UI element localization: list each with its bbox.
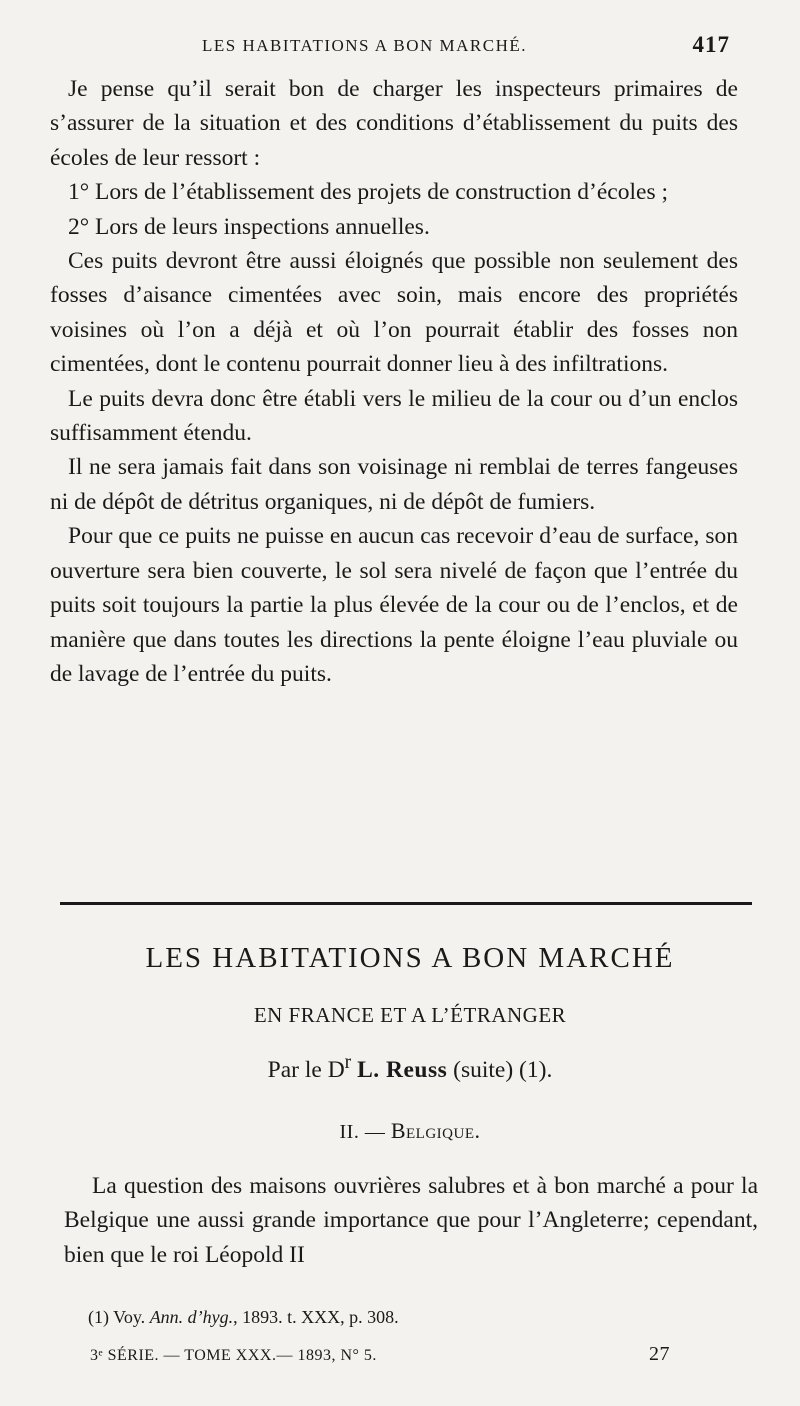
- byline-sup: r: [344, 1052, 352, 1073]
- paragraph: Il ne sera jamais fait dans son voisinage ni remblai de terres fangeuses ni de dépôt de détritus organiques, ni de dépôt de fumiers.: [50, 454, 738, 515]
- paragraph: 2° Lors de leurs inspections annuelles.: [68, 213, 430, 240]
- author-name: L. Reuss: [357, 1056, 448, 1083]
- footnote-rest: , 1893. t. XXX, p. 308.: [233, 1307, 399, 1327]
- footnote-journal: Ann. d’hyg.: [149, 1307, 234, 1327]
- article-title: LES HABITATIONS A BON MARCHÉ: [145, 942, 675, 974]
- section-number: II. —: [339, 1121, 391, 1143]
- paragraph: La question des maisons ouvrières salubres et à bon marché a pour la Belgique une aussi grande importance que pour l’Angleterre; cependant, bien que le roi Léopold II: [64, 1173, 758, 1268]
- running-head-title: LES HABITATIONS A BON MARCHÉ.: [202, 36, 528, 55]
- body-text: [50, 72, 738, 691]
- paragraph: Ces puits devront être aussi éloignés que possible non seulement des fosses d’aisance cimentées avec soin, mais encore des propriétés voisines où l’on a déjà et où l’on pourrait établir des fosses non cimentées, dont le contenu pourrait donner lieu à des infiltrations.: [50, 248, 738, 378]
- section-heading: [60, 1118, 760, 1144]
- article-subtitle: EN FRANCE ET A L’ÉTRANGER: [253, 1003, 567, 1027]
- paragraph: Je pense qu’il serait bon de charger les inspecteurs primaires de s’assurer de la situation et des conditions d’établissement du puits des écoles de leur ressort :: [50, 76, 738, 171]
- article-body: [64, 1169, 758, 1272]
- signature-number: 27: [649, 1343, 670, 1365]
- signature-line: [90, 1343, 670, 1365]
- paragraph: 1° Lors de l’établissement des projets de construction d’écoles ;: [68, 179, 668, 206]
- paragraph: Le puits devra donc être établi vers le milieu de la cour ou d’un enclos suffisamment étendu.: [50, 385, 738, 447]
- section-name: Belgique.: [390, 1118, 481, 1143]
- page-number: 417: [692, 32, 730, 57]
- byline: [60, 1052, 760, 1084]
- footnote-marker: (1) Voy.: [88, 1307, 150, 1327]
- footnote: [88, 1307, 399, 1328]
- byline-prefix: Par le D: [267, 1056, 345, 1083]
- running-head: [190, 30, 740, 60]
- byline-suffix: (suite) (1).: [453, 1056, 553, 1083]
- paragraph: Pour que ce puits ne puisse en aucun cas recevoir d’eau de surface, son ouverture sera bien couverte, le sol sera nivelé de façon que l’entrée du puits soit toujours la partie la plus élevée de la cour ou de l’enclos, et de manière que dans toutes les directions la pente éloigne l’eau pluviale ou de lavage de l’entrée du puits.: [50, 523, 738, 687]
- series-info: 3ᵉ SÉRIE. — TOME XXX.— 1893, N° 5.: [90, 1347, 377, 1364]
- section-divider: [60, 902, 752, 905]
